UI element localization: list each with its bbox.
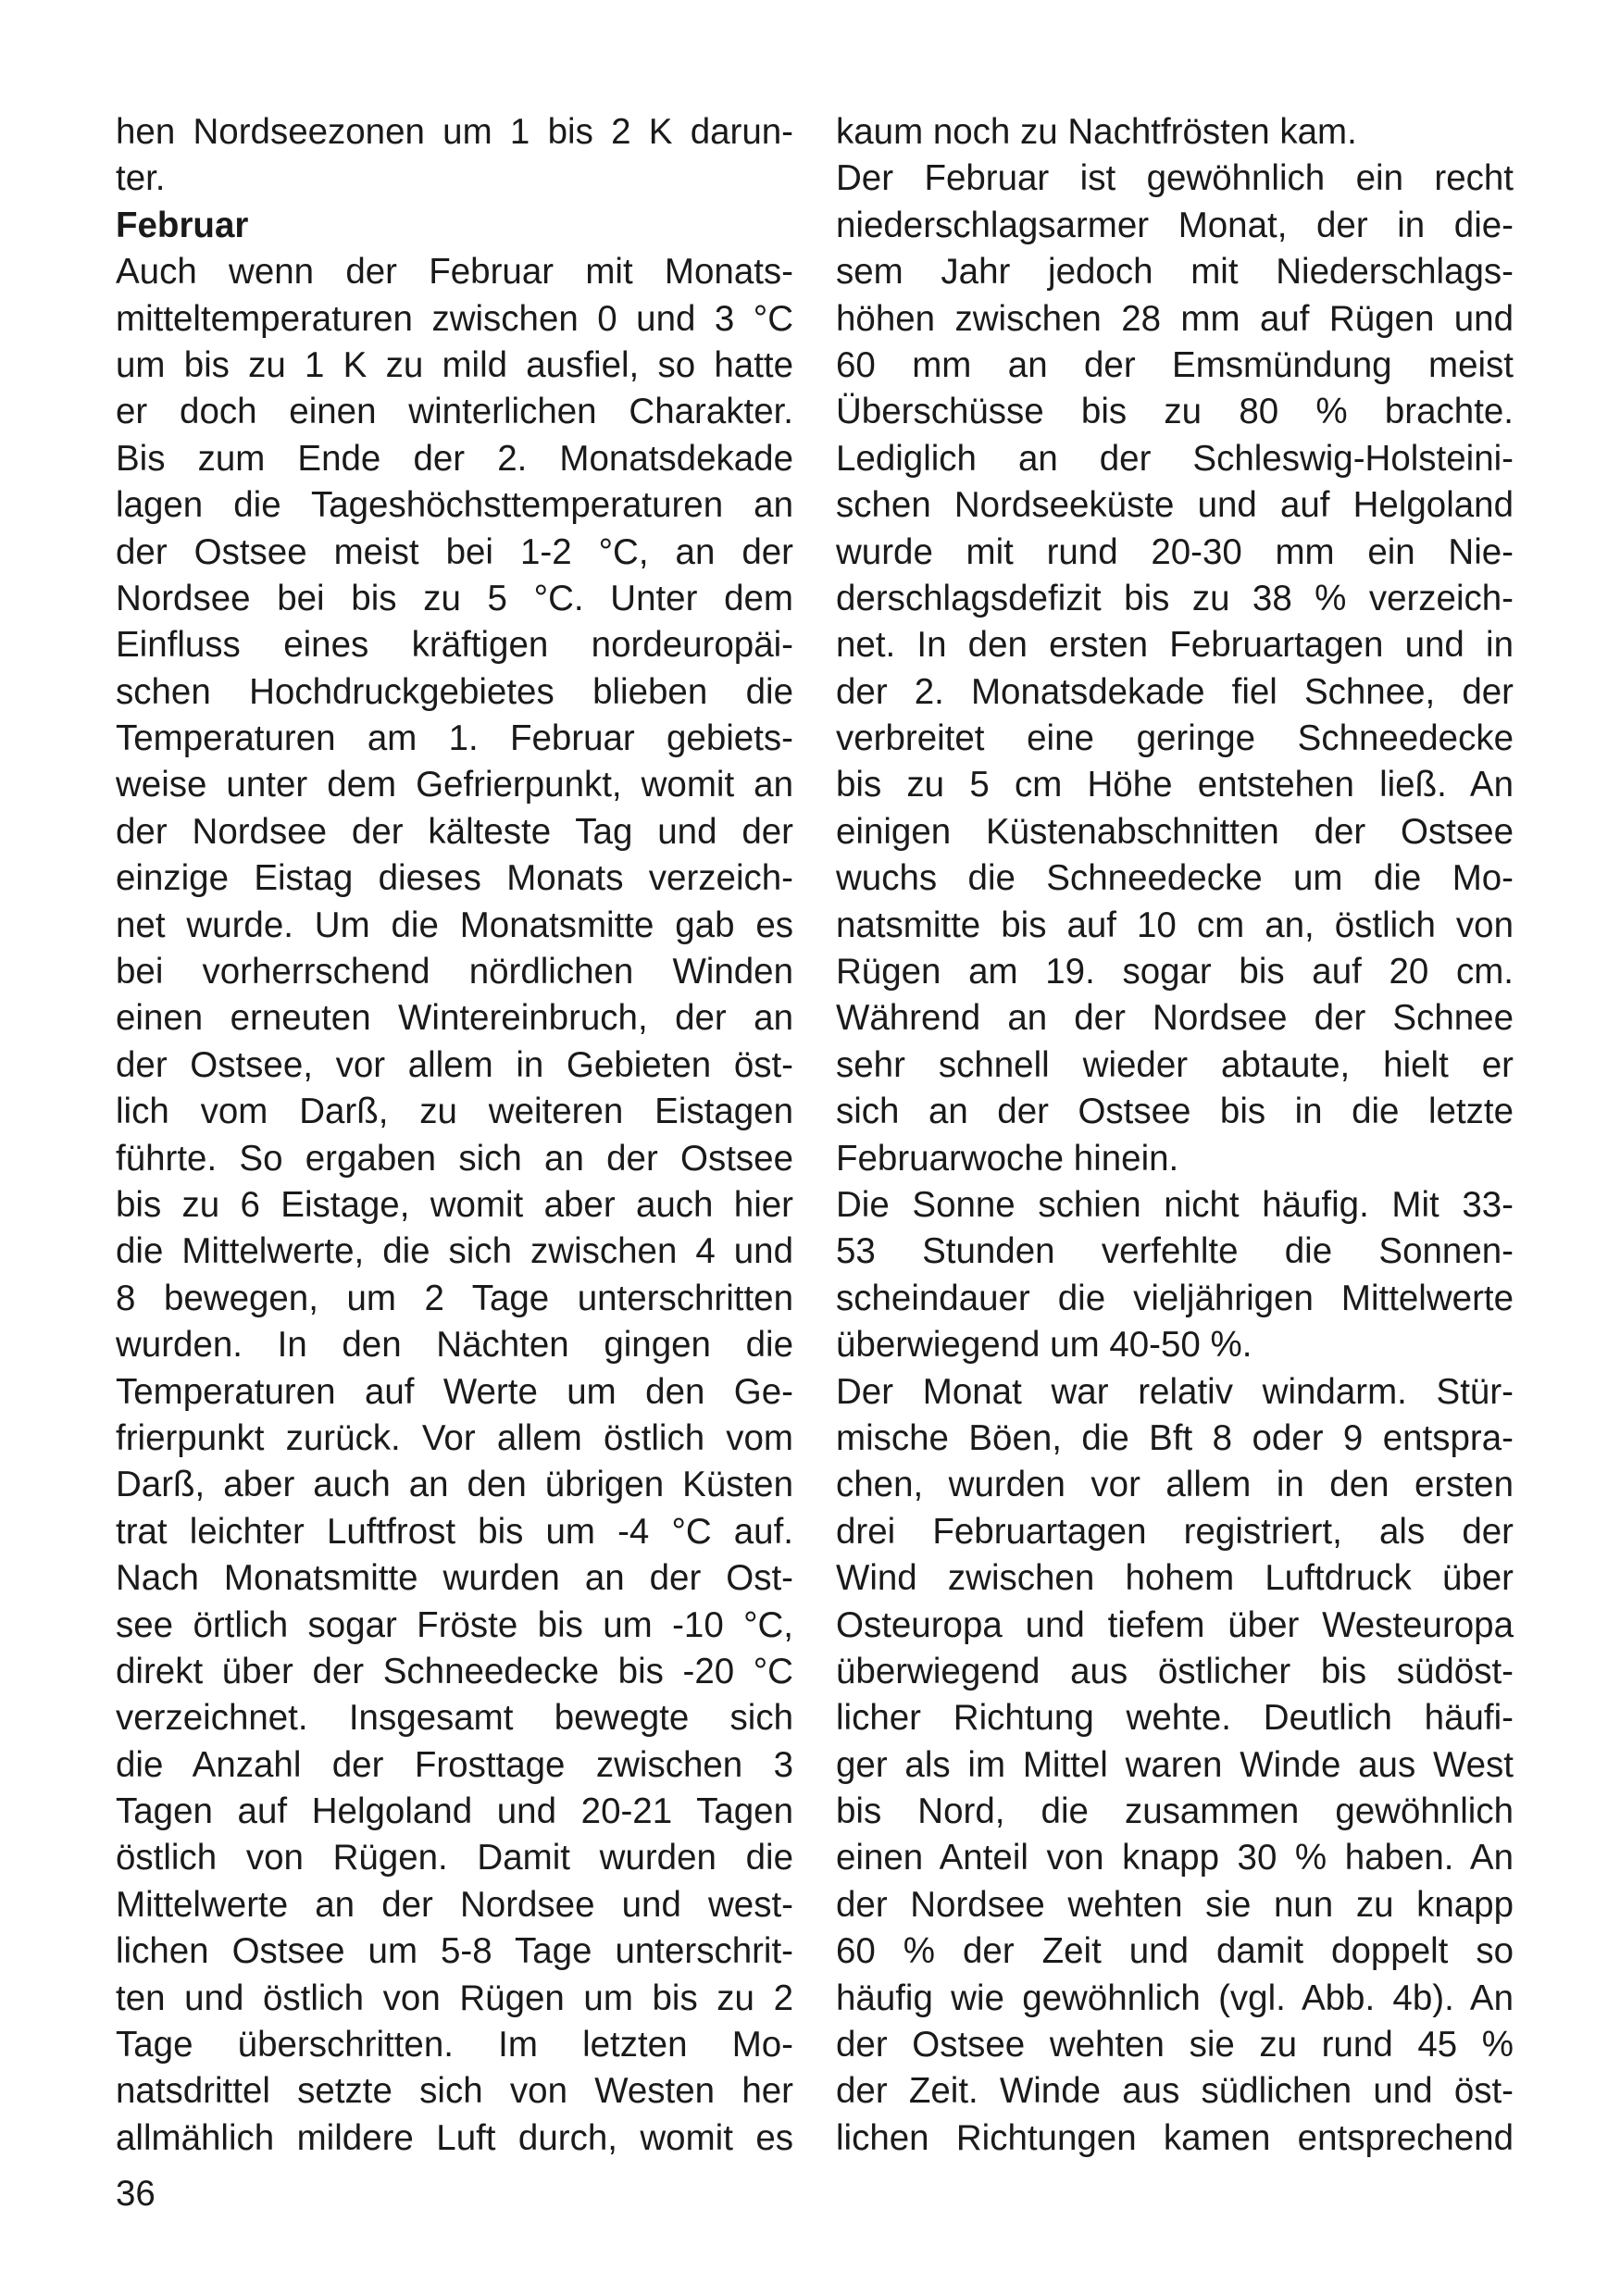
text-line: sem Jahr jedoch mit Niederschlags- xyxy=(836,252,1514,293)
text-line: höhen zwischen 28 mm auf Rügen und xyxy=(836,298,1514,339)
text-line: 8 bewegen, um 2 Tage unterschritten xyxy=(116,1278,793,1318)
text-line: ger als im Mittel waren Winde aus West xyxy=(836,1744,1514,1785)
text-line: natsdrittel setzte sich von Westen her xyxy=(116,2071,793,2112)
text-line: licher Richtung wehte. Deutlich häufi- xyxy=(836,1698,1514,1739)
text-line: mische Böen, die Bft 8 oder 9 entspra- xyxy=(836,1417,1514,1458)
text-line: bei vorherrschend nördlichen Winden xyxy=(116,952,793,992)
text-line: allmählich mildere Luft durch, womit es xyxy=(116,2117,793,2158)
text-line: um bis zu 1 K zu mild ausfiel, so hatte xyxy=(116,344,793,385)
text-line: niederschlagsarmer Monat, der in die- xyxy=(836,205,1514,245)
text-line: direkt über der Schneedecke bis -20 °C xyxy=(116,1651,793,1691)
text-line: Lediglich an der Schleswig-Holsteini- xyxy=(836,438,1514,479)
text-line: Tage überschritten. Im letzten Mo- xyxy=(116,2025,793,2065)
text-line: Nach Monatsmitte wurden an der Ost- xyxy=(116,1558,793,1599)
text-line: Nordsee bei bis zu 5 °C. Unter dem xyxy=(116,578,793,618)
text-line: lich vom Darß, zu weiteren Eistagen xyxy=(116,1092,793,1132)
text-line: mitteltemperaturen zwischen 0 und 3 °C xyxy=(116,298,793,339)
text-line: Februarwoche hinein. xyxy=(836,1138,1179,1179)
text-line: Bis zum Ende der 2. Monatsdekade xyxy=(116,438,793,479)
text-line: überwiegend aus östlicher bis südöst- xyxy=(836,1651,1514,1691)
text-line: die Mittelwerte, die sich zwischen 4 und xyxy=(116,1231,793,1272)
text-line: Tagen auf Helgoland und 20-21 Tagen xyxy=(116,1791,793,1832)
text-line: net wurde. Um die Monatsmitte gab es xyxy=(116,905,793,945)
text-line: der Ostsee meist bei 1-2 °C, an der xyxy=(116,531,793,572)
text-line: sehr schnell wieder abtaute, hielt er xyxy=(836,1044,1514,1085)
text-line: Mittelwerte an der Nordsee und west- xyxy=(116,1884,793,1925)
text-line: frierpunkt zurück. Vor allem östlich vom xyxy=(116,1417,793,1458)
text-line: lichen Ostsee um 5-8 Tage unterschrit- xyxy=(116,1931,793,1972)
text-line: scheindauer die vieljährigen Mittelwerte xyxy=(836,1278,1514,1318)
text-line: Einfluss eines kräftigen nordeuropäi- xyxy=(116,625,793,666)
text-line: der Ostsee wehten sie zu rund 45 % xyxy=(836,2025,1514,2065)
text-line: Auch wenn der Februar mit Monats- xyxy=(116,252,793,293)
text-line: die Anzahl der Frosttage zwischen 3 xyxy=(116,1744,793,1785)
text-line: Darß, aber auch an den übrigen Küsten xyxy=(116,1465,793,1505)
text-line: einen Anteil von knapp 30 % haben. An xyxy=(836,1838,1514,1878)
text-line: ter. xyxy=(116,158,166,199)
text-line: 60 % der Zeit und damit doppelt so xyxy=(836,1931,1514,1972)
text-line: lagen die Tageshöchsttemperaturen an xyxy=(116,485,793,526)
text-line: bis zu 5 cm Höhe entstehen ließ. An xyxy=(836,765,1514,805)
text-line: 60 mm an der Emsmündung meist xyxy=(836,344,1514,385)
text-line: der 2. Monatsdekade fiel Schnee, der xyxy=(836,671,1514,712)
left-text-column xyxy=(116,109,793,2162)
text-line: der Nordsee der kälteste Tag und der xyxy=(116,811,793,852)
section-heading: Februar xyxy=(116,205,249,245)
text-line: überwiegend um 40-50 %. xyxy=(836,1325,1252,1366)
text-line: weise unter dem Gefrierpunkt, womit an xyxy=(116,765,793,805)
text-line: bis zu 6 Eistage, womit aber auch hier xyxy=(116,1184,793,1225)
text-line: schen Nordseeküste und auf Helgoland xyxy=(836,485,1514,526)
text-line: wuchs die Schneedecke um die Mo- xyxy=(836,858,1514,899)
text-line: drei Februartagen registriert, als der xyxy=(836,1511,1514,1552)
text-line: wurden. In den Nächten gingen die xyxy=(116,1325,793,1366)
text-line: trat leichter Luftfrost bis um -4 °C auf. xyxy=(116,1511,793,1552)
text-line: der Nordsee wehten sie nun zu knapp xyxy=(836,1884,1514,1925)
text-line: net. In den ersten Februartagen und in xyxy=(836,625,1514,666)
text-line: ten und östlich von Rügen um bis zu 2 xyxy=(116,1978,793,2018)
text-line: bis Nord, die zusammen gewöhnlich xyxy=(836,1791,1514,1832)
text-line: kaum noch zu Nachtfrösten kam. xyxy=(836,112,1357,152)
text-line: östlich von Rügen. Damit wurden die xyxy=(116,1838,793,1878)
text-line: der Ostsee, vor allem in Gebieten öst- xyxy=(116,1044,793,1085)
text-line: häufig wie gewöhnlich (vgl. Abb. 4b). An xyxy=(836,1978,1514,2018)
text-line: einzige Eistag dieses Monats verzeich- xyxy=(116,858,793,899)
page-number: 36 xyxy=(116,2174,156,2214)
text-line: verzeichnet. Insgesamt bewegte sich xyxy=(116,1698,793,1739)
text-line: Überschüsse bis zu 80 % brachte. xyxy=(836,392,1514,432)
text-line: einen erneuten Wintereinbruch, der an xyxy=(116,998,793,1039)
text-line: 53 Stunden verfehlte die Sonnen- xyxy=(836,1231,1514,1272)
text-line: er doch einen winterlichen Charakter. xyxy=(116,392,793,432)
text-line: schen Hochdruckgebietes blieben die xyxy=(116,671,793,712)
text-line: Temperaturen am 1. Februar gebiets- xyxy=(116,718,793,759)
text-line: derschlagsdefizit bis zu 38 % verzeich- xyxy=(836,578,1514,618)
text-line: natsmitte bis auf 10 cm an, östlich von xyxy=(836,905,1514,945)
text-line: Der Monat war relativ windarm. Stür- xyxy=(836,1371,1514,1412)
text-line: see örtlich sogar Fröste bis um -10 °C, xyxy=(116,1604,793,1645)
text-line: führte. So ergaben sich an der Ostsee xyxy=(116,1138,793,1179)
text-line: Osteuropa und tiefem über Westeuropa xyxy=(836,1604,1514,1645)
text-line: Der Februar ist gewöhnlich ein recht xyxy=(836,158,1514,199)
text-line: Die Sonne schien nicht häufig. Mit 33- xyxy=(836,1184,1514,1225)
text-line: sich an der Ostsee bis in die letzte xyxy=(836,1092,1514,1132)
text-line: lichen Richtungen kamen entsprechend xyxy=(836,2117,1514,2158)
text-line: Wind zwischen hohem Luftdruck über xyxy=(836,1558,1514,1599)
text-line: Temperaturen auf Werte um den Ge- xyxy=(116,1371,793,1412)
right-text-column xyxy=(836,109,1514,2162)
text-line: einigen Küstenabschnitten der Ostsee xyxy=(836,811,1514,852)
text-line: hen Nordseezonen um 1 bis 2 K darun- xyxy=(116,112,793,152)
text-line: der Zeit. Winde aus südlichen und öst- xyxy=(836,2071,1514,2112)
text-line: Rügen am 19. sogar bis auf 20 cm. xyxy=(836,952,1514,992)
text-line: wurde mit rund 20-30 mm ein Nie- xyxy=(836,531,1514,572)
text-line: chen, wurden vor allem in den ersten xyxy=(836,1465,1514,1505)
text-line: Während an der Nordsee der Schnee xyxy=(836,998,1514,1039)
text-line: verbreitet eine geringe Schneedecke xyxy=(836,718,1514,759)
